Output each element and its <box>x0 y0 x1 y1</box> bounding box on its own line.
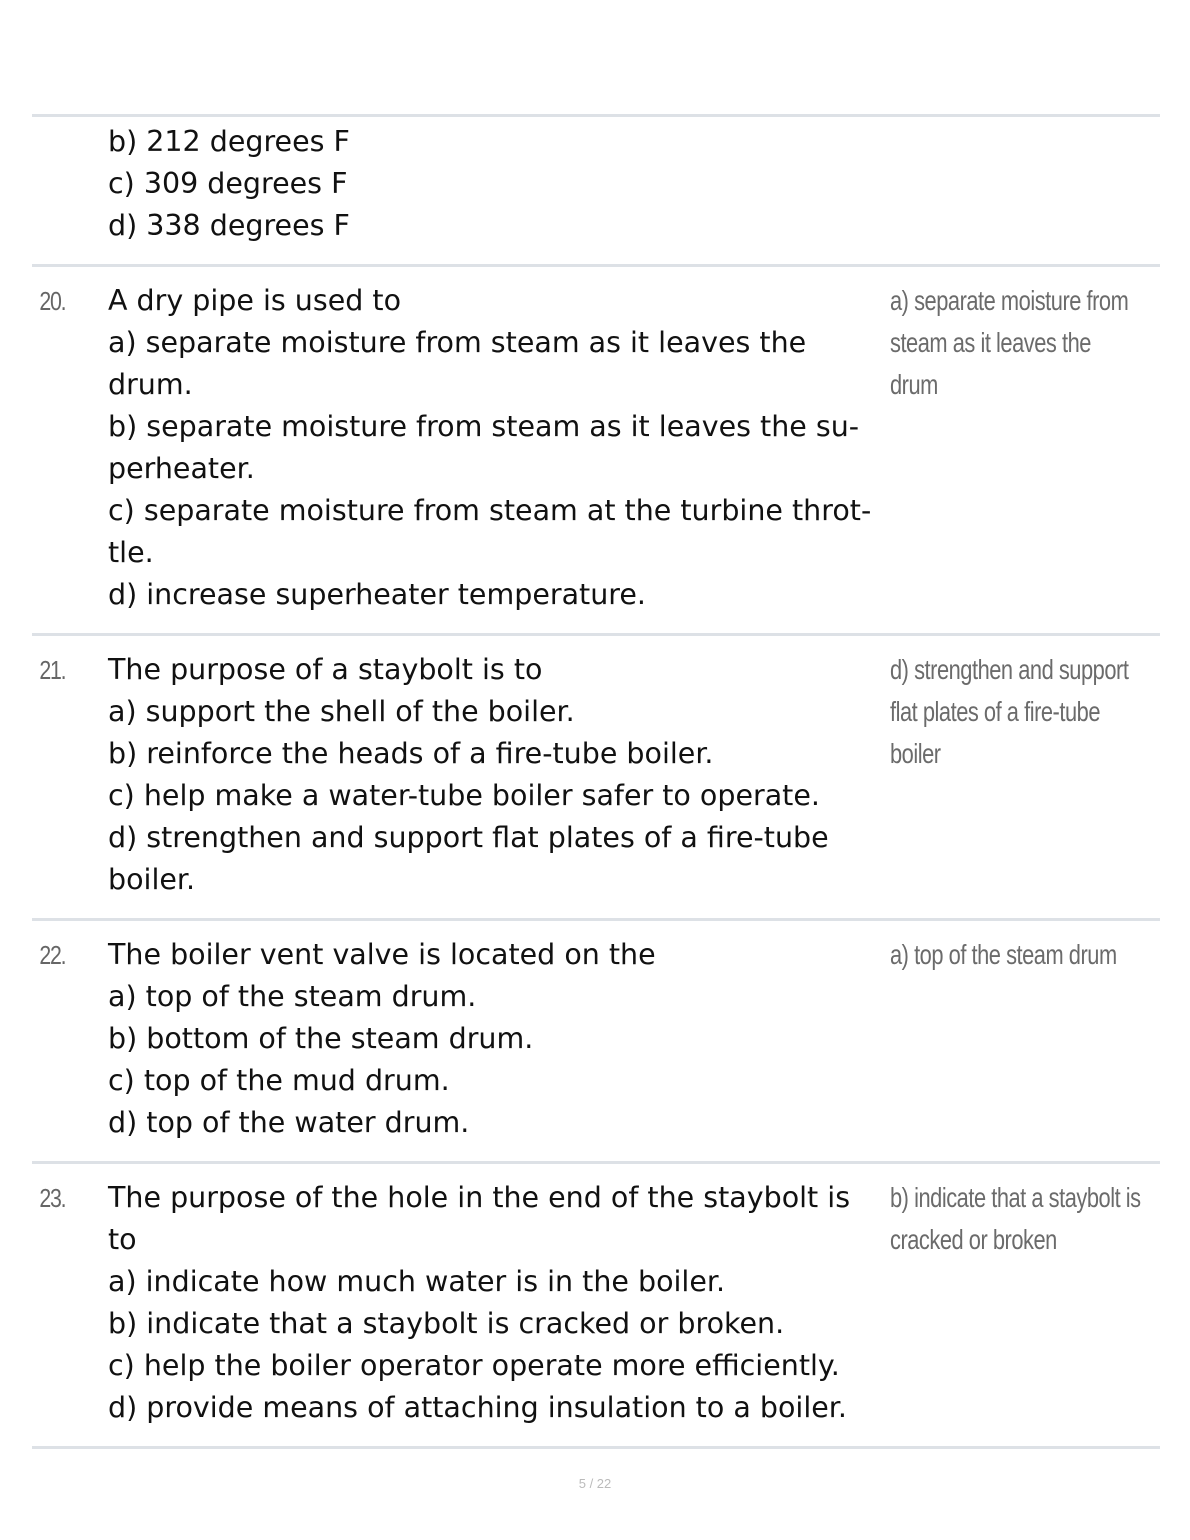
answer-text: b) indicate that a staybolt is cracked or broken <box>890 1182 1141 1255</box>
question-number: 20. <box>39 286 66 316</box>
question-number: 21. <box>39 655 66 685</box>
question-stem: The purpose of a staybolt is to <box>108 653 543 686</box>
option-line: b) reinforce the heads of a fire-tube boiler. <box>108 737 714 770</box>
option-line: d) provide means of attaching insulation to a boiler. <box>108 1391 847 1424</box>
option-line: c) separate moisture from steam at the turbine throttle. <box>108 494 872 569</box>
answer-cell <box>888 280 1190 616</box>
question-row-21 <box>32 636 1160 921</box>
question-text <box>108 649 888 901</box>
option-line: a) support the shell of the boiler. <box>108 695 575 728</box>
option-line: b) indicate that a staybolt is cracked or broken. <box>108 1307 785 1340</box>
answer-cell <box>888 121 1160 247</box>
answer-text: a) top of the steam drum <box>890 939 1117 970</box>
option-line: a) indicate how much water is in the boiler. <box>108 1265 726 1298</box>
question-stem: The purpose of the hole in the end of the staybolt is to <box>108 1181 851 1256</box>
answer-cell <box>888 1177 1190 1429</box>
question-row-23 <box>32 1164 1160 1449</box>
option-line: d) 338 degrees F <box>108 209 350 242</box>
answer-cell <box>888 649 1190 901</box>
option-line: d) increase superheater temperature. <box>108 578 646 611</box>
question-table <box>32 114 1160 1449</box>
option-line: c) 309 degrees F <box>108 167 348 200</box>
question-row-20 <box>32 267 1160 636</box>
option-line: b) separate moisture from steam as it leaves the superheater. <box>108 410 860 485</box>
question-number: 22. <box>39 940 66 970</box>
answer-text: a) separate moisture from steam as it leaves the drum <box>890 285 1129 400</box>
answer-text: d) strengthen and support flat plates of a fire-tube boiler <box>890 654 1129 769</box>
question-text <box>108 280 888 616</box>
question-text <box>108 934 888 1144</box>
option-line: d) strengthen and support flat plates of a fire-tube boiler. <box>108 821 829 896</box>
option-line: c) help the boiler operator operate more efficiently. <box>108 1349 840 1382</box>
option-line: c) top of the mud drum. <box>108 1064 450 1097</box>
page-indicator: 5 / 22 <box>578 1476 612 1491</box>
question-options <box>108 121 888 247</box>
question-stem: The boiler vent valve is located on the <box>108 938 656 971</box>
question-row-continued <box>32 117 1160 267</box>
question-text <box>108 1177 888 1429</box>
option-line: d) top of the water drum. <box>108 1106 470 1139</box>
option-line: b) 212 degrees F <box>108 125 350 158</box>
question-stem: A dry pipe is used to <box>108 284 402 317</box>
question-number <box>32 121 94 247</box>
answer-cell <box>888 934 1190 1144</box>
option-line: c) help make a water-tube boiler safer to operate. <box>108 779 820 812</box>
question-number: 23. <box>39 1183 66 1213</box>
option-line: a) separate moisture from steam as it leaves the drum. <box>108 326 807 401</box>
option-line: a) top of the steam drum. <box>108 980 477 1013</box>
question-row-22 <box>32 921 1160 1164</box>
option-line: b) bottom of the steam drum. <box>108 1022 534 1055</box>
